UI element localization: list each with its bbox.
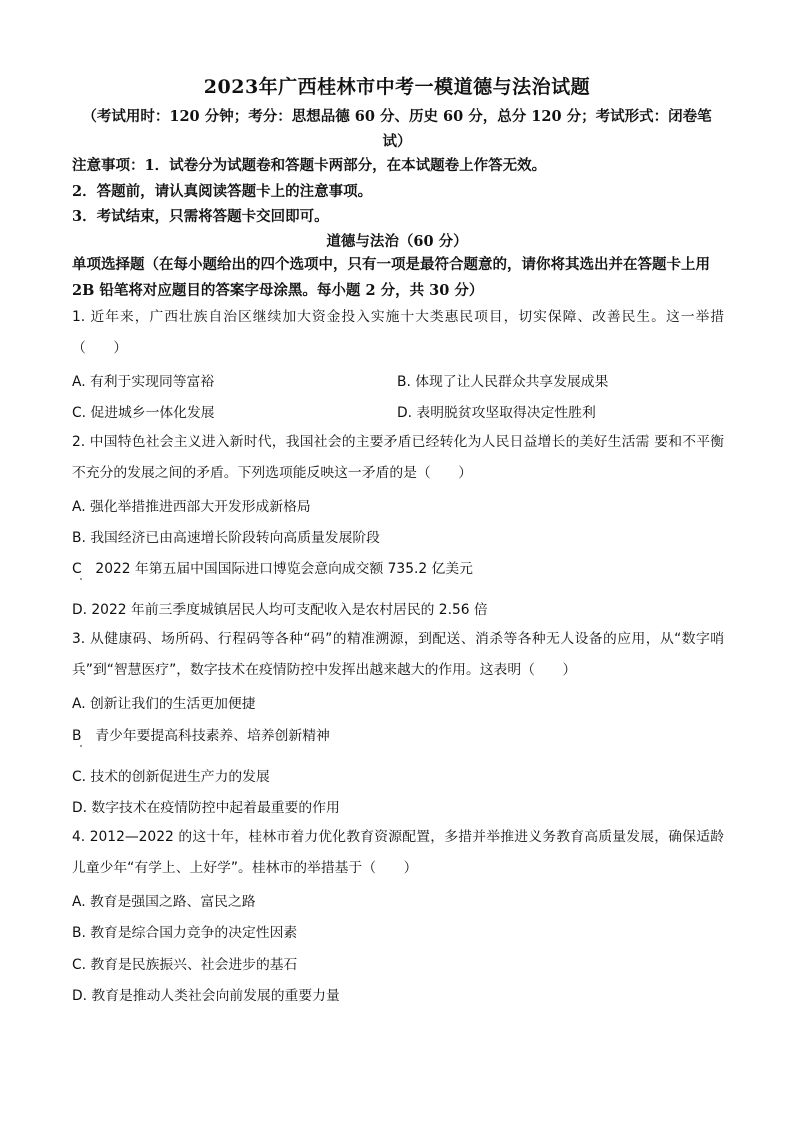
- q4-option-b: B. 教育是综合国力竞争的决定性因素: [72, 925, 298, 941]
- q1-option-d: D. 表明脱贫攻坚取得决定性胜利: [397, 405, 596, 421]
- q3-option-b: B 青少年要提高科技素养、培养创新精神: [72, 728, 330, 744]
- question-3-stem: 3. 从健康码、场所码、行程码等各种“码”的精准溯源，到配送、消杀等各种无人设备的应用，从“数字哨兵”到“智慧医疗”，数字技术在疫情防控中发挥出越来越大的作用。这表明（ ）: [72, 631, 724, 678]
- q1-option-b: B. 体现了让人民群众共享发展成果: [397, 374, 609, 390]
- q3-option-c: C. 技术的创新促进生产力的发展: [72, 769, 270, 785]
- q4-option-d: D. 教育是推动人类社会向前发展的重要力量: [72, 988, 340, 1004]
- exam-info: （考试用时：120 分钟；考分：思想品德 60 分、历史 60 分，总分 120 分；考试形式：闭卷笔试）: [82, 108, 712, 150]
- q3-option-d: D. 数字技术在疫情防控中起着最重要的作用: [72, 800, 340, 816]
- q2-option-c: C 2022 年第五届中国国际进口博览会意向成交额 735.2 亿美元: [72, 561, 473, 577]
- q1-option-a: A. 有利于实现同等富裕: [72, 374, 215, 390]
- scan-dot: [80, 578, 82, 580]
- note-3: 3．考试结束，只需将答题卡交回即可。: [72, 208, 329, 225]
- q2-option-b: B. 我国经济已由高速增长阶段转向高质量发展阶段: [72, 530, 380, 546]
- page-title: 2023年广西桂林市中考一模道德与法治试题: [203, 76, 591, 98]
- q4-option-a: A. 教育是强国之路、富民之路: [72, 894, 256, 910]
- q1-option-c: C. 促进城乡一体化发展: [72, 405, 215, 421]
- q4-option-c: C. 教育是民族振兴、社会进步的基石: [72, 957, 298, 973]
- section-title: 道德与法治（60 分）: [326, 233, 468, 250]
- scan-dot: [80, 745, 82, 747]
- note-1: 注意事项：1．试卷分为试题卷和答题卡两部分，在本试题卷上作答无效。: [72, 157, 547, 174]
- q3-option-a: A. 创新让我们的生活更加便捷: [72, 696, 256, 712]
- q2-option-d: D. 2022 年前三季度城镇居民人均可支配收入是农村居民的 2.56 倍: [72, 602, 488, 618]
- q2-option-a: A. 强化举措推进西部大开发形成新格局: [72, 499, 311, 515]
- note-2: 2．答题前，请认真阅读答题卡上的注意事项。: [72, 183, 373, 200]
- question-2-stem: 2. 中国特色社会主义进入新时代，我国社会的主要矛盾已经转化为人民日益增长的美好生活需 要和不平衡不充分的发展之间的矛盾。下列选项能反映这一矛盾的是（ ）: [72, 434, 724, 481]
- question-1-stem: 1. 近年来，广西壮族自治区继续加大资金投入实施十大类惠民项目，切实保障、改善民生。这一举措（ ）: [72, 309, 724, 356]
- instructions: 单项选择题（在每小题给出的四个选项中，只有一项是最符合题意的，请你将其选出并在答题卡上用 2B 铅笔将对应题目的答案字母涂黑。每小题 2 分，共 30 分）: [72, 256, 710, 299]
- question-4-stem: 4. 2012—2022 的这十年，桂林市着力优化教育资源配置，多措并举推进义务教育高质量发展，确保适龄儿童少年“有学上、上好学”。桂林市的举措基于（ ）: [72, 829, 724, 876]
